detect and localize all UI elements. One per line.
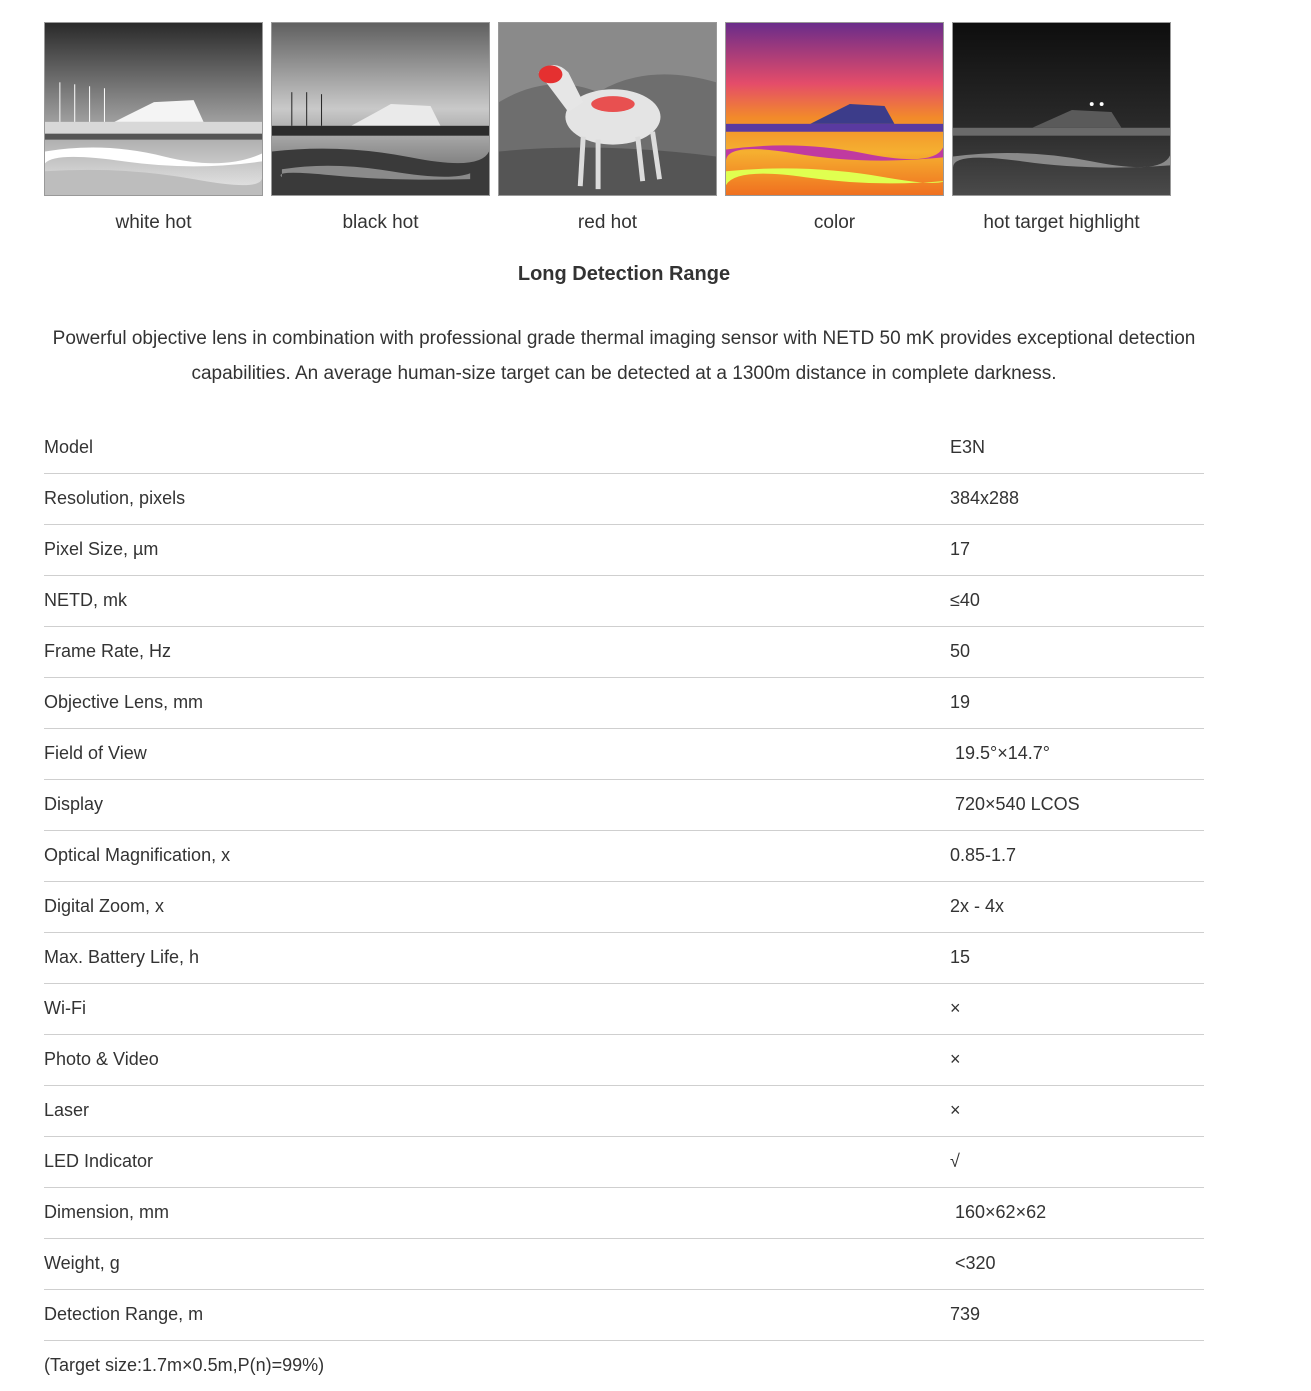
- spec-label: Weight, g: [44, 1253, 120, 1273]
- spec-label: Laser: [44, 1100, 90, 1120]
- spec-label: Photo & Video: [44, 1049, 159, 1069]
- spec-label: Optical Magnification, x: [44, 845, 231, 865]
- spec-label: Digital Zoom, x: [44, 896, 165, 916]
- spec-label: Display: [44, 794, 104, 814]
- gallery-caption: color: [813, 212, 856, 233]
- spec-row-optical-magnification: [44, 831, 1204, 882]
- gallery-caption: black hot: [342, 212, 419, 233]
- gallery-caption: red hot: [577, 212, 638, 233]
- color-image: [725, 22, 944, 196]
- spec-label: Wi-Fi: [44, 998, 86, 1018]
- palette-gallery: [44, 22, 1174, 242]
- spec-row-model: [44, 423, 1204, 474]
- spec-value: E3N: [950, 437, 986, 457]
- spec-row-detection-range: [44, 1290, 1204, 1341]
- spec-row-battery-life: [44, 933, 1204, 984]
- spec-label: Dimension, mm: [44, 1202, 170, 1222]
- hot-target-highlight-image: [952, 22, 1171, 196]
- spec-value: <320: [950, 1253, 996, 1273]
- spec-row-dimension: [44, 1188, 1204, 1239]
- spec-value: 19.5°×14.7°: [950, 743, 1050, 763]
- white-hot-image: [44, 22, 263, 196]
- spec-row-digital-zoom: [44, 882, 1204, 933]
- spec-value: 2x - 4x: [950, 896, 1005, 916]
- spec-label: Objective Lens, mm: [44, 692, 204, 712]
- spec-value: 15: [950, 947, 971, 967]
- gallery-item-color: [725, 22, 944, 236]
- spec-row-wifi: [44, 984, 1204, 1035]
- spec-row-led-indicator: [44, 1137, 1204, 1188]
- spec-label: Detection Range, m: [44, 1304, 204, 1324]
- gallery-item-black-hot: [271, 22, 490, 236]
- spec-value: 739: [950, 1304, 981, 1324]
- spec-value: ≤40: [950, 590, 980, 610]
- spec-row-laser: [44, 1086, 1204, 1137]
- spec-label: Resolution, pixels: [44, 488, 186, 508]
- spec-label: Frame Rate, Hz: [44, 641, 172, 661]
- spec-row-pixel-size: [44, 525, 1204, 576]
- spec-label: NETD, mk: [44, 590, 127, 610]
- spec-value: 0.85-1.7: [950, 845, 1017, 865]
- spec-value: ×: [950, 1049, 961, 1069]
- spec-value: 720×540 LCOS: [950, 794, 1080, 814]
- black-hot-image: [271, 22, 490, 196]
- spec-row-netd: [44, 576, 1204, 627]
- spec-row-weight: [44, 1239, 1204, 1290]
- section-title: Long Detection Range: [517, 263, 731, 285]
- spec-value: ×: [950, 1100, 961, 1120]
- gallery-item-red-hot: [498, 22, 717, 236]
- spec-value: 160×62×62: [950, 1202, 1047, 1222]
- spec-label: Model: [44, 437, 94, 457]
- spec-row-frame-rate: [44, 627, 1204, 678]
- gallery-item-white-hot: [44, 22, 263, 236]
- spec-value: 384x288: [950, 488, 1020, 508]
- spec-label: LED Indicator: [44, 1151, 154, 1171]
- spec-value: 19: [950, 692, 971, 712]
- spec-value: √: [950, 1151, 960, 1171]
- spec-value: 50: [950, 641, 971, 661]
- gallery-item-hot-target-highlight: [952, 22, 1171, 236]
- spec-row-display: [44, 780, 1204, 831]
- spec-row-resolution: [44, 474, 1204, 525]
- gallery-caption: white hot: [115, 212, 192, 233]
- spec-table: [44, 423, 1204, 1341]
- spec-value: ×: [950, 998, 961, 1018]
- red-hot-image: [498, 22, 717, 196]
- spec-label: Max. Battery Life, h: [44, 947, 200, 967]
- spec-row-objective-lens: [44, 678, 1204, 729]
- spec-label: Pixel Size, µm: [44, 539, 159, 559]
- section-intro: Powerful objective lens in combination with professional grade thermal imaging sensor with NETD 50 mK provides exceptional detection capabilities. An average human-size target can be detected at a 1300m distance in complete darkness.: [52, 328, 1196, 384]
- spec-value: 17: [950, 539, 971, 559]
- spec-footnote: (Target size:1.7m×0.5m,P(n)=99%): [44, 1355, 325, 1375]
- gallery-caption: hot target highlight: [983, 212, 1140, 233]
- spec-row-photo-video: [44, 1035, 1204, 1086]
- spec-label: Field of View: [44, 743, 147, 763]
- spec-row-field-of-view: [44, 729, 1204, 780]
